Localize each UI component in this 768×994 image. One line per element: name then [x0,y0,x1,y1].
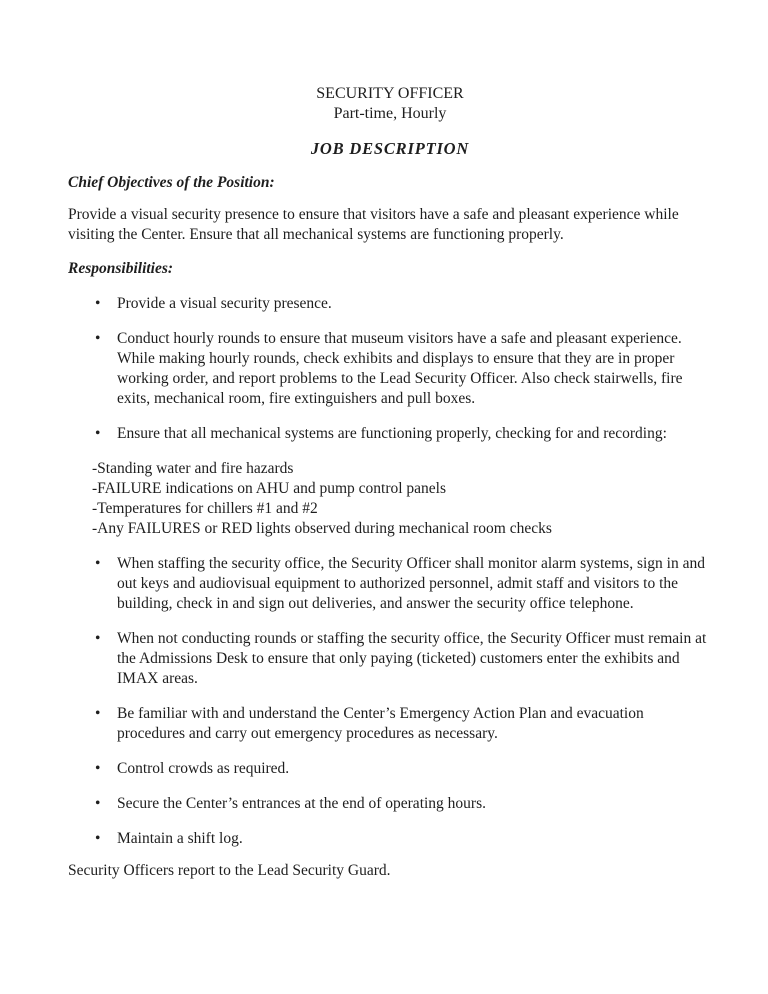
bullet-text: Provide a visual security presence. [117,295,332,312]
document-title: SECURITY OFFICER [316,85,464,102]
bullet-icon: • [95,705,101,722]
bullet-text: When staffing the security office, the Security Officer shall monitor alarm systems, sign in and out keys and audiovisual equipment to authorized personnel, admit staff and visitors to the building, check in and sign out deliveries, and answer the security office telephone. [117,555,705,612]
list-item [68,794,712,814]
sublist-item: -Temperatures for chillers #1 and #2 [92,500,318,517]
sublist-item: -FAILURE indications on AHU and pump control panels [92,480,447,497]
responsibilities-list-bottom [68,554,712,849]
list-item [68,329,712,409]
list-item [68,554,712,614]
bullet-icon: • [95,630,101,647]
chief-objectives-heading: Chief Objectives of the Position: [68,174,275,191]
reporting-line: Security Officers report to the Lead Security Guard. [68,862,391,879]
bullet-text: Secure the Center’s entrances at the end of operating hours. [117,795,486,812]
list-item [68,759,712,779]
bullet-text: Conduct hourly rounds to ensure that museum visitors have a safe and pleasant experience. While making hourly rounds, check exhibits and displays to ensure that they are in proper working order, and report problems to the Lead Security Officer. Also check stairwells, fire exits, mechanical room, fire extinguishers and pull boxes. [117,330,683,407]
mechanical-checks-sublist [68,459,712,539]
bullet-icon: • [95,425,101,442]
list-item [68,829,712,849]
bullet-text: When not conducting rounds or staffing the security office, the Security Officer must remain at the Admissions Desk to ensure that only paying (ticketed) customers enter the exhibits and IMAX areas. [117,630,707,687]
bullet-icon: • [95,795,101,812]
responsibilities-list-top [68,294,712,444]
sublist-item: -Standing water and fire hazards [92,460,294,477]
title-block [68,84,712,159]
bullet-icon: • [95,830,101,847]
document-subtitle: Part-time, Hourly [333,105,447,122]
list-item [68,704,712,744]
bullet-text: Control crowds as required. [117,760,290,777]
responsibilities-heading: Responsibilities: [68,260,174,277]
bullet-text: Ensure that all mechanical systems are functioning properly, checking for and recording: [117,425,667,442]
job-description-heading: JOB DESCRIPTION [310,139,470,158]
bullet-text: Be familiar with and understand the Center’s Emergency Action Plan and evacuation procedures and carry out emergency procedures as necessary. [117,705,644,742]
list-item [68,629,712,689]
bullet-text: Maintain a shift log. [117,830,243,847]
bullet-icon: • [95,295,101,312]
chief-objectives-body: Provide a visual security presence to ensure that visitors have a safe and pleasant experience while visiting the Center. Ensure that all mechanical systems are functioning properly. [68,206,679,243]
bullet-icon: • [95,760,101,777]
list-item [68,424,712,444]
bullet-icon: • [95,330,101,347]
sublist-item: -Any FAILURES or RED lights observed during mechanical room checks [92,520,552,537]
list-item [68,294,712,314]
bullet-icon: • [95,555,101,572]
